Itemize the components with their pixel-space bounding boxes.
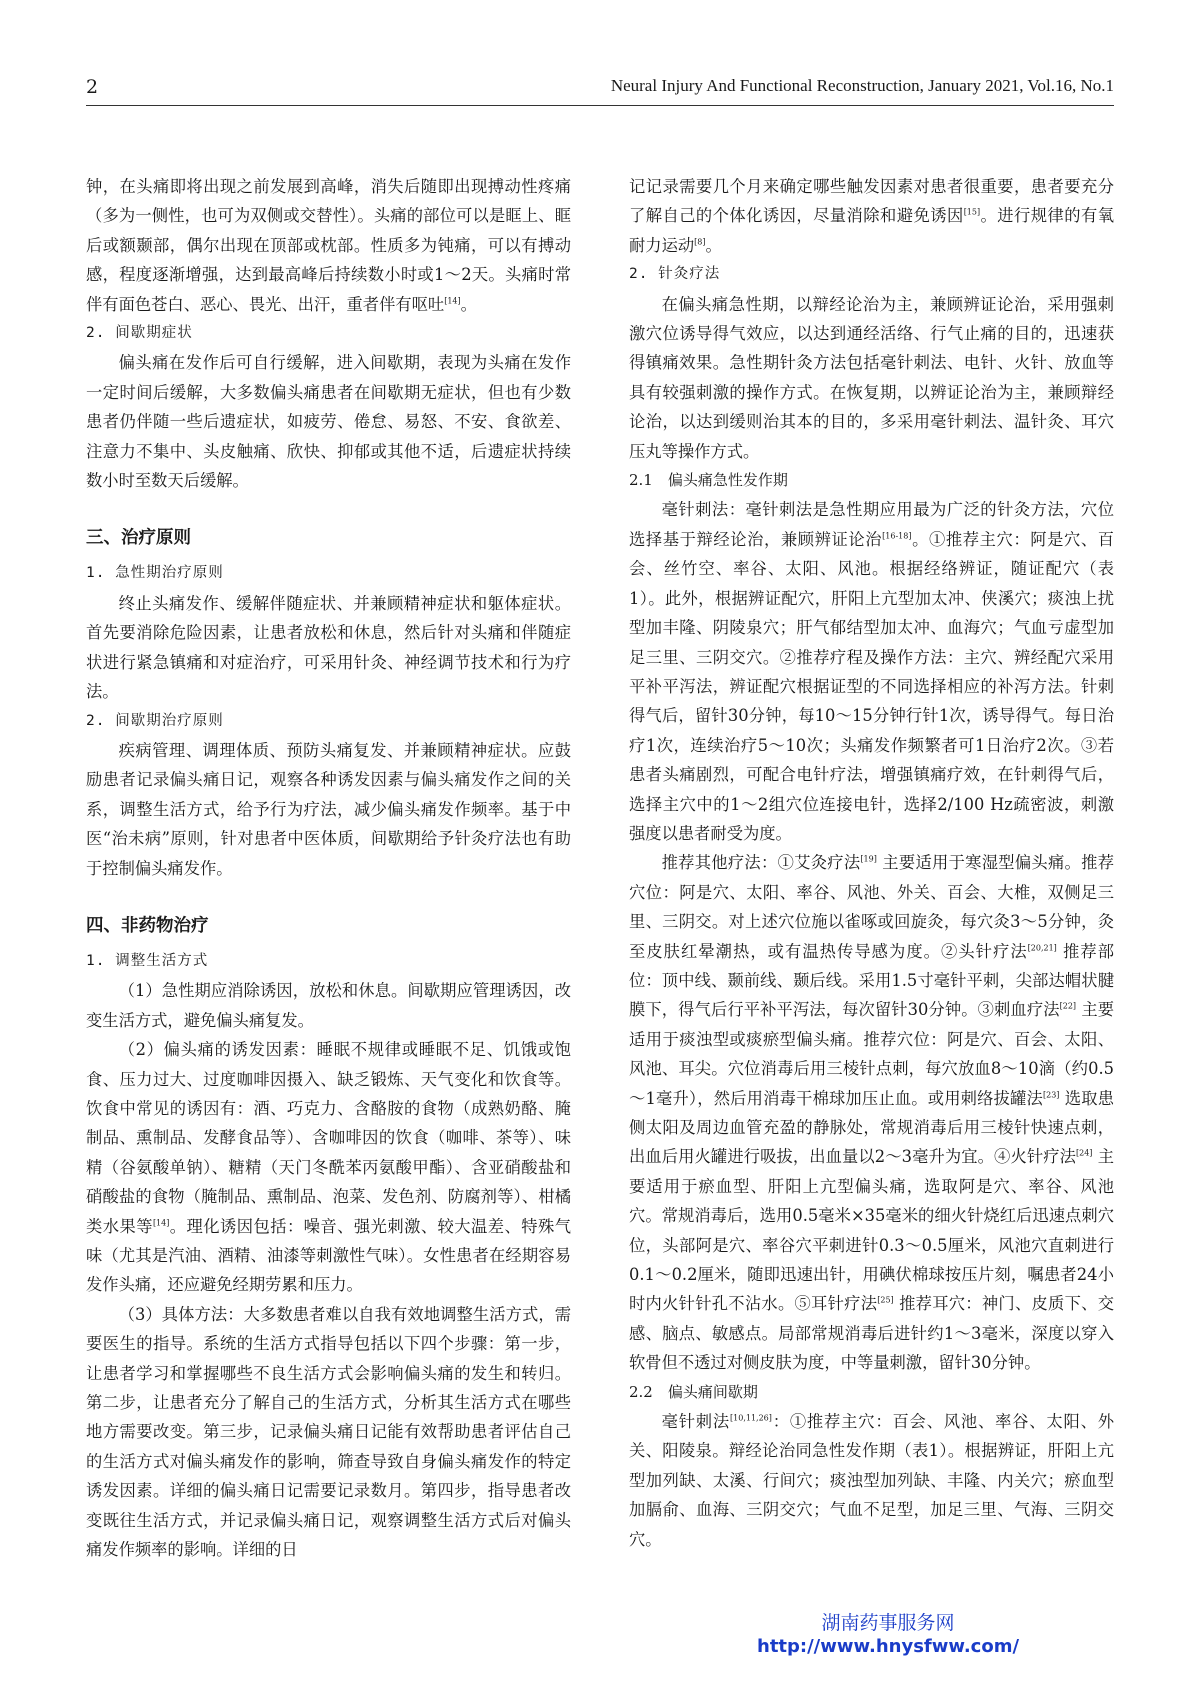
citation[interactable]: [20,21]	[1027, 943, 1057, 953]
subsection-title: 2.1 偏头痛急性发作期	[629, 471, 788, 490]
subsection-title: 2. 间歇期症状	[86, 325, 193, 342]
paragraph: 终止头痛发作、缓解伴随症状、并兼顾精神症状和躯体症状。首先要消除危险因素，让患者放松和休息，然后针对头痛和伴随症状进行紧急镇痛和对症治疗，可采用针灸、神经调节技术和行为疗法。	[86, 593, 571, 702]
paragraph: （3）具体方法：大多数患者难以自我有效地调整生活方式，需要医生的指导。系统的生活方式指导包括以下四个步骤：第一步，让患者学习和掌握哪些不良生活方式会影响偏头痛的发生和转归。第二步，让患者充分了解自己的生活方式，分析其生活方式在哪些地方需要改变。第三步，记录偏头痛日记能有效帮助患者评估自己的生活方式对偏头痛发作的影响，筛查导致自身偏头痛发作的特定诱发因素。详细的偏头痛日记需要记录数月。第四步，指导患者改变既往生活方式，并记录偏头痛日记，观察调整生活方式后对偏头痛发作频率的影响。详细的日	[86, 1304, 571, 1560]
subsection-title: 2.2 偏头痛间歇期	[629, 1382, 758, 1401]
watermark	[757, 1611, 1019, 1659]
header-rule	[86, 105, 1114, 106]
watermark-url[interactable]: http://www.hnysfww.com/	[757, 1636, 1020, 1657]
page-number: 2	[86, 76, 99, 98]
left-column	[86, 172, 571, 1564]
subsection-title: 2. 针灸疗法	[629, 266, 721, 283]
citation[interactable]: [24]	[1076, 1148, 1093, 1158]
citation[interactable]: [15]	[963, 207, 981, 217]
citation[interactable]: [22]	[1059, 1001, 1077, 1011]
citation[interactable]: [19]	[860, 854, 877, 864]
paragraph: 在偏头痛急性期，以辩经论治为主，兼顾辨证论治，采用强刺激穴位诱导得气效应，以达到通经活络、行气止痛的目的，迅速获得镇痛效果。急性期针灸方法包括毫针刺法、电针、火针、放血等具有较强刺激的操作方式。在恢复期，以辨证论治为主，兼顾辩经论治，以达到缓则治其本的目的，多采用毫针刺法、温针灸、耳穴压丸等操作方式。	[629, 294, 1114, 461]
watermark-site-name: 湖南药事服务网	[821, 1612, 955, 1634]
subsection-title: 2. 间歇期治疗原则	[86, 712, 224, 729]
paragraph: 毫针刺法[10,11,26]：①推荐主穴：百会、风池、率谷、太阳、外关、阳陵泉。辩经论治同急性发作期（表1）。根据辨证，肝阳上亢型加列缺、太溪、行间穴；痰浊型加列缺、丰隆、内关穴；瘀血型加膈俞、血海、三阴交穴；气血不足型，加足三里、气海、三阴交穴。	[629, 1412, 1114, 1549]
paragraph: 毫针刺法：毫针刺法是急性期应用最为广泛的针灸方法，穴位选择基于辩经论治，兼顾辨证论治[16-18]。①推荐主穴：阿是穴、百会、丝竹空、率谷、太阳、风池。根据经络辨证，随证配穴（表1）。此外，根据辨证配穴，肝阳上亢型加太冲、侠溪穴；痰浊上扰型加丰隆、阴陵泉穴；肝气郁结型加太冲、血海穴；气血亏虚型加足三里、三阴交穴。②推荐疗程及操作方法：主穴、辨经配穴采用平补平泻法，辨证配穴根据证型的不同选择相应的补泻方法。针刺得气后，留针30分钟，每10～15分钟行针1次，诱导得气。每日治疗1次，连续治疗5～10次；头痛发作频繁者可1日治疗2次。③若患者头痛剧烈，可配合电针疗法，增强镇痛疗效，在针刺得气后，选择主穴中的1～2组穴位连接电针，选择2/100 Hz疏密波，刺激强度以患者耐受为度。	[629, 500, 1114, 843]
right-column	[629, 172, 1114, 1554]
paragraph: （1）急性期应消除诱因，放松和休息。间歇期应管理诱因，改变生活方式，避免偏头痛复发。	[86, 981, 571, 1030]
subsection-title: 1. 急性期治疗原则	[86, 565, 224, 582]
citation[interactable]: [14]	[444, 296, 461, 306]
paragraph: 钟，在头痛即将出现之前发展到高峰，消失后随即出现搏动性疼痛（多为一侧性，也可为双侧或交替性）。头痛的部位可以是眶上、眶后或额颞部，偶尔出现在顶部或枕部。性质多为钝痛，可以有搏动感，程度逐渐增强，达到最高峰后持续数小时或1～2天。头痛时常伴有面色苍白、恶心、畏光、出汗，重者伴有呕吐[14]。	[86, 177, 571, 314]
running-header: Neural Injury And Functional Reconstruction, January 2021, Vol.16, No.1	[610, 76, 1114, 95]
section-heading: 四、非药物治疗	[86, 915, 209, 936]
subsection-title: 1. 调整生活方式	[86, 952, 209, 969]
paragraph: 偏头痛在发作后可自行缓解，进入间歇期，表现为头痛在发作一定时间后缓解，大多数偏头痛患者在间歇期无症状，但也有少数患者仍伴随一些后遗症状，如疲劳、倦怠、易怒、不安、食欲差、注意力不集中、头皮触痛、欣快、抑郁或其他不适，后遗症状持续数小时至数天后缓解。	[86, 353, 571, 491]
citation[interactable]: [25]	[877, 1296, 894, 1306]
citation[interactable]: [10,11,26]	[730, 1413, 772, 1423]
citation[interactable]: [23]	[1043, 1090, 1060, 1100]
paragraph: 疾病管理、调理体质、预防头痛复发、并兼顾精神症状。应鼓励患者记录偏头痛日记，观察各种诱发因素与偏头痛发作之间的关系，调整生活方式，给予行为疗法，减少偏头痛发作频率。基于中医“治未病”原则，针对患者中医体质，间歇期给予针灸疗法也有助于控制偏头痛发作。	[86, 740, 571, 878]
citation[interactable]: [8]	[694, 237, 706, 247]
paragraph: （2）偏头痛的诱发因素：睡眠不规律或睡眠不足、饥饿或饱食、压力过大、过度咖啡因摄入、缺乏锻炼、天气变化和饮食等。饮食中常见的诱因有：酒、巧克力、含酪胺的食物（成熟奶酪、腌制品、熏制品、发酵食品等）、含咖啡因的饮食（咖啡、茶等）、味精（谷氨酸单钠）、糖精（天门冬酰苯丙氨酸甲酯）、含亚硝酸盐和硝酸盐的食物（腌制品、熏制品、泡菜、发色剂、防腐剂等）、柑橘类水果等[14]。理化诱因包括：噪音、强光刺激、较大温差、特殊气味（尤其是汽油、酒精、油漆等刺激性气味）。女性患者在经期容易发作头痛，还应避免经期劳累和压力。	[86, 1040, 571, 1295]
paragraph: 记记录需要几个月来确定哪些触发因素对患者很重要，患者要充分了解自己的个体化诱因，尽量消除和避免诱因[15]。进行规律的有氧耐力运动[8]。	[629, 177, 1114, 255]
section-heading: 三、治疗原则	[86, 528, 191, 549]
citation[interactable]: [16-18]	[882, 531, 912, 541]
citation[interactable]: [14]	[152, 1218, 170, 1228]
paragraph: 推荐其他疗法：①艾灸疗法[19] 主要适用于寒湿型偏头痛。推荐穴位：阿是穴、太阳、率谷、风池、外关、百会、大椎，双侧足三里、三阴交。对上述穴位施以雀啄或回旋灸，每穴灸3～5分钟，灸至皮肤红晕潮热，或有温热传导感为度。②头针疗法[20,21] 推荐部位：顶中线、颞前线、颞后线。采用1.5寸毫针平刺，尖部达帽状腱膜下，得气后行平补平泻法，每次留针30分钟。③刺血疗法[22] 主要适用于痰浊型或痰瘀型偏头痛。推荐穴位：阿是穴、百会、太阳、风池、耳尖。穴位消毒后用三棱针点刺，每穴放血8～10滴（约0.5～1毫升），然后用消毒干棉球加压止血。或用刺络拔罐法[23] 选取患侧太阳及周边血管充盈的静脉处，常规消毒后用三棱针快速点刺，出血后用火罐进行吸拔，出血量以2～3毫升为宜。④火针疗法[24] 主要适用于瘀血型、肝阳上亢型偏头痛，选取阿是穴、率谷、风池穴。常规消毒后，选用0.5毫米×35毫米的细火针烧红后迅速点刺穴位，头部阿是穴、率谷穴平刺进针0.3～0.5厘米，风池穴直刺进行0.1～0.2厘米，随即迅速出针，用碘伏棉球按压片刻，嘱患者24小时内火针针孔不沾水。⑤耳针疗法[25] 推荐耳穴：神门、皮质下、交感、脑点、敏感点。局部常规消毒后进针约1～3毫米，深度以穿入软骨但不透过对侧皮肤为度，中等量刺激，留针30分钟。	[629, 853, 1114, 1373]
